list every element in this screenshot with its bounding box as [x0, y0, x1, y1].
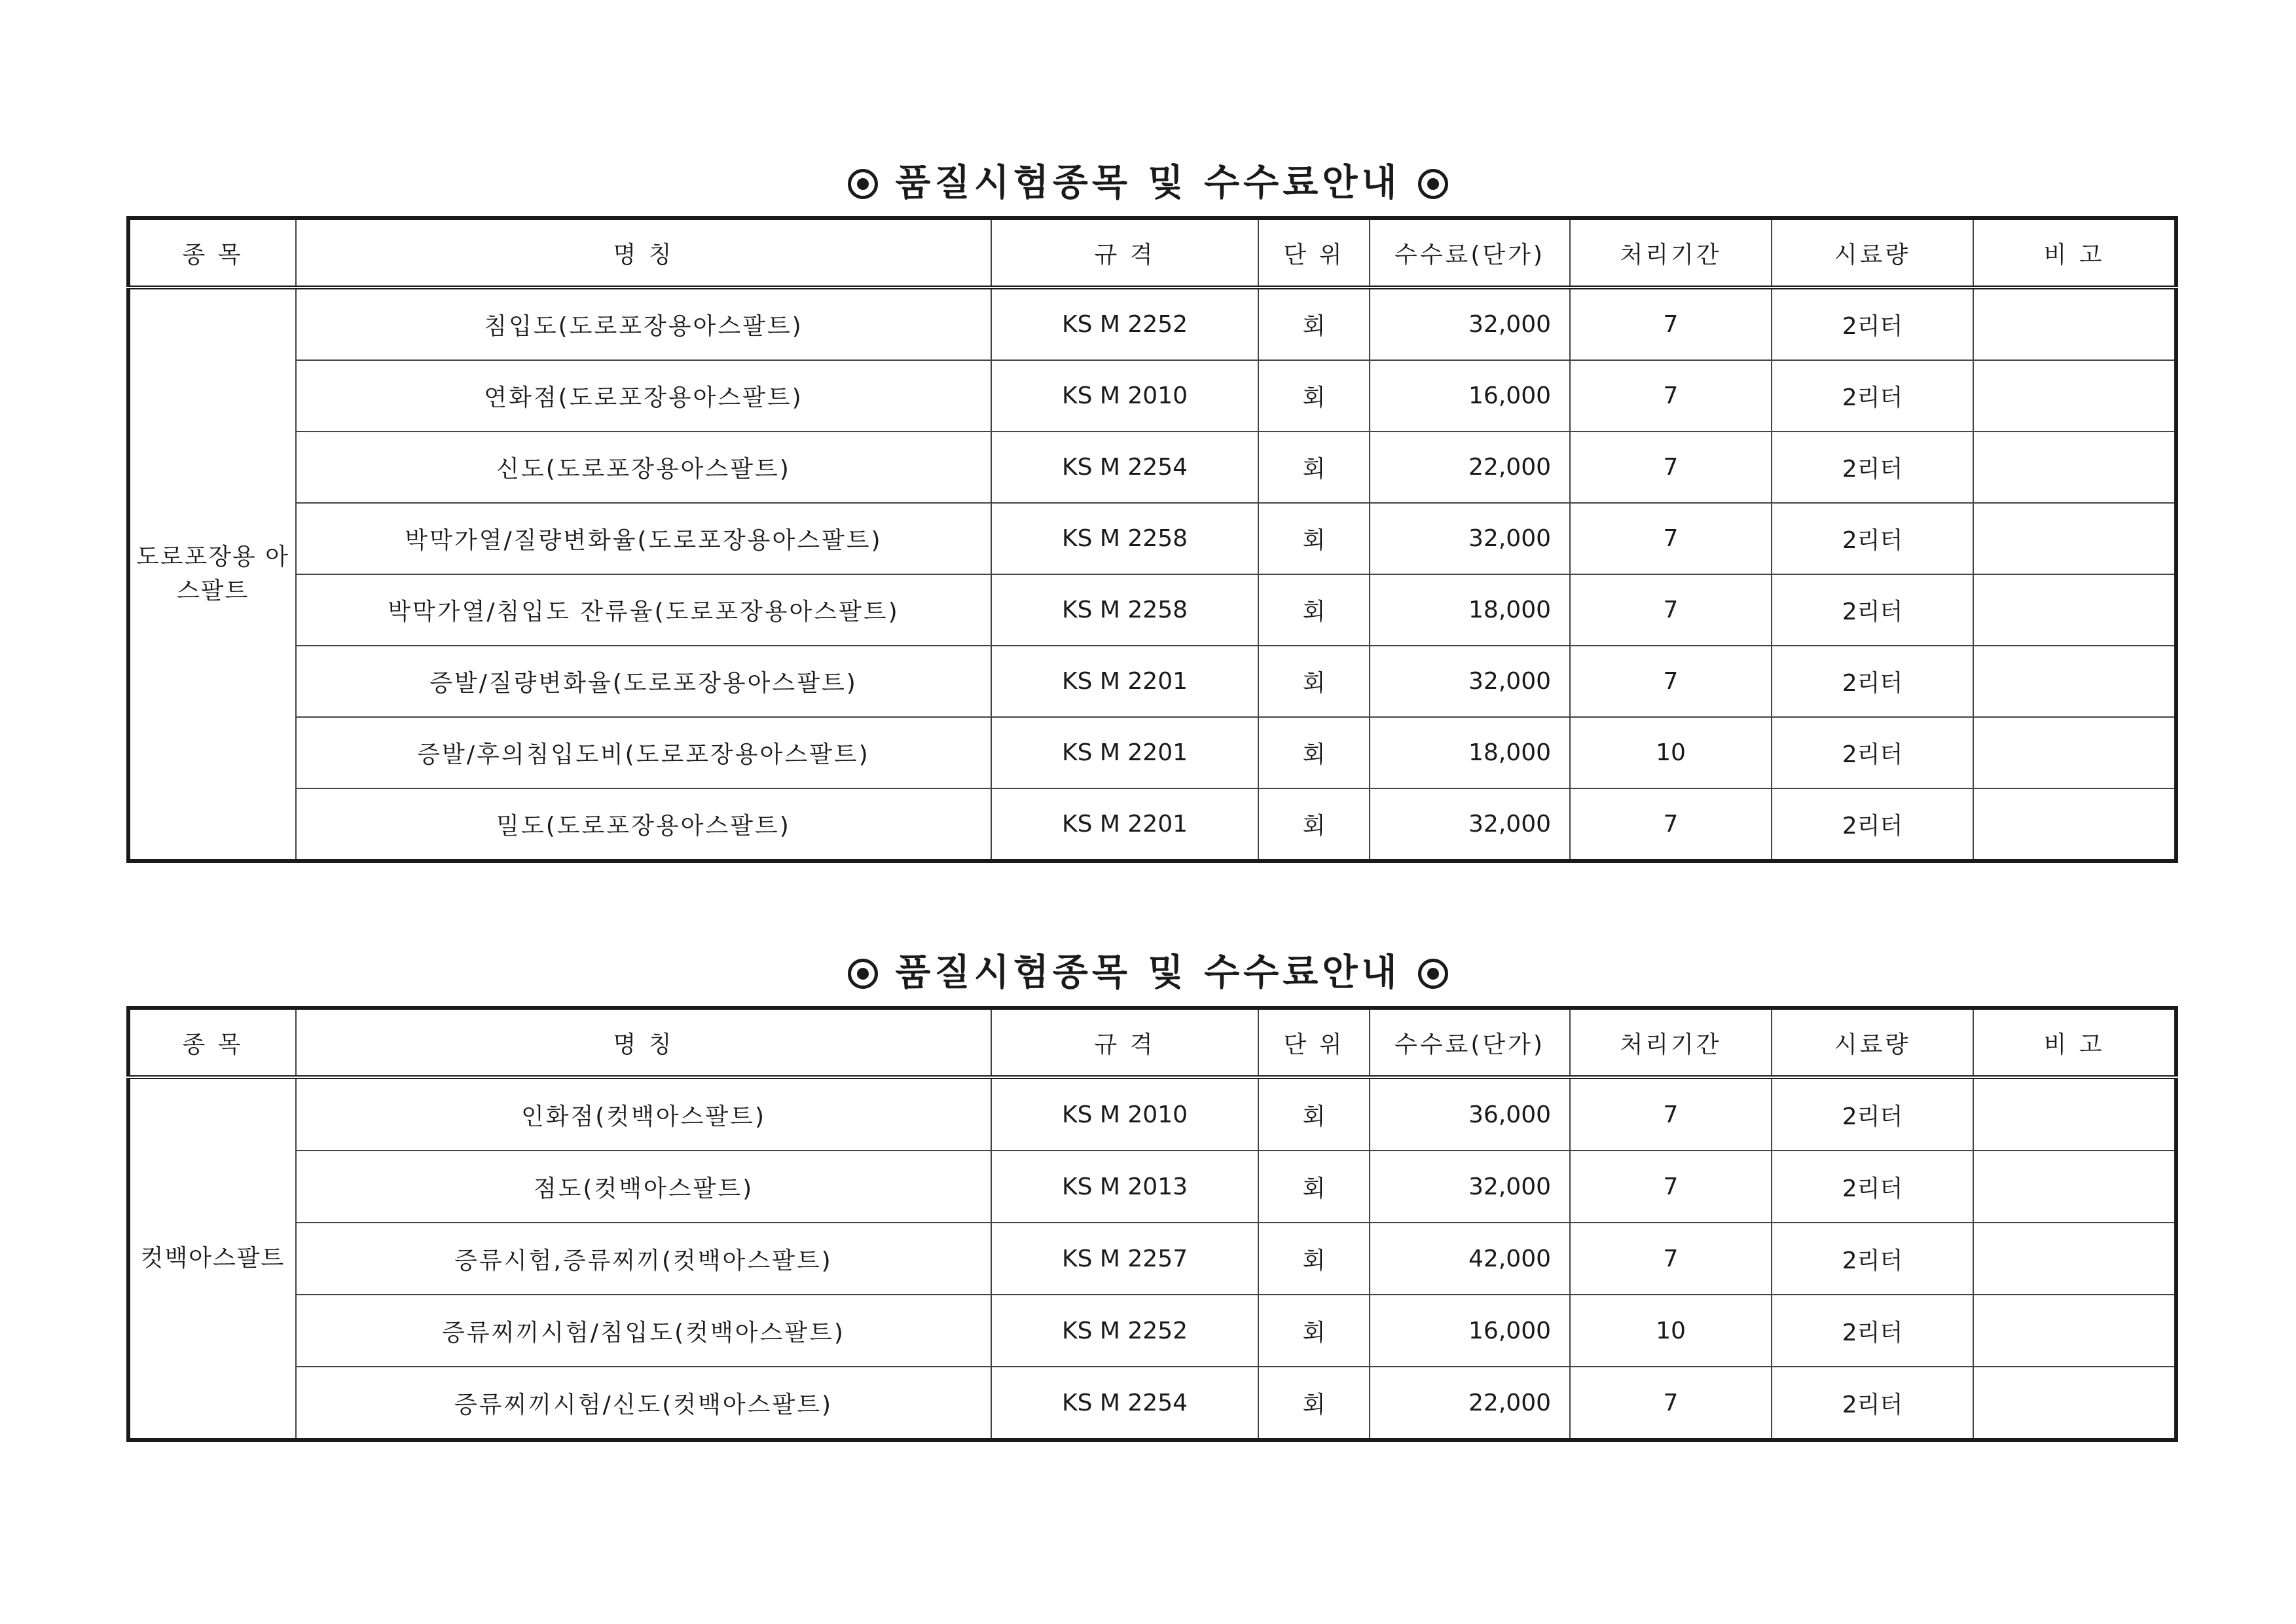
table-row — [128, 717, 2176, 788]
unit-cell: 회 — [1258, 1367, 1370, 1440]
days-cell: 7 — [1570, 360, 1772, 432]
unit-cell: 회 — [1258, 1223, 1370, 1295]
unit-cell: 회 — [1258, 1151, 1370, 1223]
name-cell: 박막가열/침입도 잔류율(도로포장용아스팔트) — [296, 574, 991, 646]
fee-cell: 22,000 — [1370, 1367, 1570, 1440]
spec-cell: KS M 2201 — [991, 717, 1258, 788]
spec-cell: KS M 2252 — [991, 1295, 1258, 1367]
note-cell — [1973, 1077, 2176, 1151]
spec-cell: KS M 2258 — [991, 574, 1258, 646]
header-sample: 시료량 — [1772, 218, 1973, 287]
unit-cell: 회 — [1258, 287, 1370, 360]
note-cell — [1973, 287, 2176, 360]
fee-cell: 36,000 — [1370, 1077, 1570, 1151]
table-row — [128, 646, 2176, 717]
note-cell — [1973, 1223, 2176, 1295]
fee-table-2 — [126, 1006, 2178, 1442]
fee-cell: 22,000 — [1370, 432, 1570, 503]
unit-cell: 회 — [1258, 1295, 1370, 1367]
days-cell: 7 — [1570, 503, 1772, 574]
category-cell: 컷백아스팔트 — [128, 1077, 296, 1440]
name-cell: 증류찌끼시험/침입도(컷백아스팔트) — [296, 1295, 991, 1367]
section-1-title-text: 품질시험종목 및 수수료안내 — [895, 162, 1401, 204]
days-cell: 7 — [1570, 1151, 1772, 1223]
category-cell: 도로포장용 아스팔트 — [128, 287, 296, 861]
note-cell — [1973, 360, 2176, 432]
spec-cell: KS M 2010 — [991, 360, 1258, 432]
unit-cell: 회 — [1258, 1077, 1370, 1151]
days-cell: 7 — [1570, 1367, 1772, 1440]
unit-cell: 회 — [1258, 503, 1370, 574]
days-cell: 7 — [1570, 1077, 1772, 1151]
table-row — [128, 1367, 2176, 1440]
table-row — [128, 1295, 2176, 1367]
spec-cell: KS M 2257 — [991, 1223, 1258, 1295]
table-row — [128, 574, 2176, 646]
header-note: 비 고 — [1973, 1008, 2176, 1077]
note-cell — [1973, 1295, 2176, 1367]
section-2-title — [0, 947, 2296, 999]
header-unit: 단 위 — [1258, 218, 1370, 287]
unit-cell: 회 — [1258, 574, 1370, 646]
table-header-row — [128, 218, 2176, 287]
table-row — [128, 1223, 2176, 1295]
table-row — [128, 287, 2176, 360]
days-cell: 7 — [1570, 788, 1772, 861]
header-note: 비 고 — [1973, 218, 2176, 287]
table-row — [128, 432, 2176, 503]
note-cell — [1973, 788, 2176, 861]
fee-cell: 18,000 — [1370, 717, 1570, 788]
note-cell — [1973, 717, 2176, 788]
header-category: 종 목 — [128, 218, 296, 287]
name-cell: 증류찌끼시험/신도(컷백아스팔트) — [296, 1367, 991, 1440]
days-cell: 7 — [1570, 287, 1772, 360]
unit-cell: 회 — [1258, 432, 1370, 503]
fee-cell: 18,000 — [1370, 574, 1570, 646]
section-1-title — [0, 157, 2296, 210]
name-cell: 연화점(도로포장용아스팔트) — [296, 360, 991, 432]
header-fee: 수수료(단가) — [1370, 218, 1570, 287]
header-unit: 단 위 — [1258, 1008, 1370, 1077]
fee-table-1 — [126, 216, 2178, 863]
sample-cell: 2리터 — [1772, 788, 1973, 861]
header-days: 처리기간 — [1570, 1008, 1772, 1077]
fee-cell: 16,000 — [1370, 360, 1570, 432]
note-cell — [1973, 1367, 2176, 1440]
name-cell: 증류시험,증류찌끼(컷백아스팔트) — [296, 1223, 991, 1295]
sample-cell: 2리터 — [1772, 646, 1973, 717]
table-header-row — [128, 1008, 2176, 1077]
sample-cell: 2리터 — [1772, 287, 1973, 360]
sample-cell: 2리터 — [1772, 717, 1973, 788]
fee-cell: 16,000 — [1370, 1295, 1570, 1367]
header-name: 명 칭 — [296, 218, 991, 287]
note-cell — [1973, 1151, 2176, 1223]
fee-cell: 32,000 — [1370, 287, 1570, 360]
header-sample: 시료량 — [1772, 1008, 1973, 1077]
name-cell: 밀도(도로포장용아스팔트) — [296, 788, 991, 861]
table-row — [128, 788, 2176, 861]
sample-cell: 2리터 — [1772, 503, 1973, 574]
header-days: 처리기간 — [1570, 218, 1772, 287]
name-cell: 박막가열/질량변화율(도로포장용아스팔트) — [296, 503, 991, 574]
name-cell: 침입도(도로포장용아스팔트) — [296, 287, 991, 360]
days-cell: 7 — [1570, 1223, 1772, 1295]
spec-cell: KS M 2254 — [991, 432, 1258, 503]
spec-cell: KS M 2252 — [991, 287, 1258, 360]
spec-cell: KS M 2201 — [991, 646, 1258, 717]
section-2-title-text: 품질시험종목 및 수수료안내 — [895, 951, 1401, 994]
days-cell: 7 — [1570, 574, 1772, 646]
name-cell: 증발/후의침입도비(도로포장용아스팔트) — [296, 717, 991, 788]
note-cell — [1973, 432, 2176, 503]
unit-cell: 회 — [1258, 717, 1370, 788]
sample-cell: 2리터 — [1772, 432, 1973, 503]
bullseye-icon — [1418, 959, 1448, 989]
sample-cell: 2리터 — [1772, 360, 1973, 432]
sample-cell: 2리터 — [1772, 574, 1973, 646]
spec-cell: KS M 2010 — [991, 1077, 1258, 1151]
sample-cell: 2리터 — [1772, 1077, 1973, 1151]
table-row — [128, 1077, 2176, 1151]
header-category: 종 목 — [128, 1008, 296, 1077]
table-row — [128, 503, 2176, 574]
sample-cell: 2리터 — [1772, 1367, 1973, 1440]
unit-cell: 회 — [1258, 788, 1370, 861]
name-cell: 신도(도로포장용아스팔트) — [296, 432, 991, 503]
header-fee: 수수료(단가) — [1370, 1008, 1570, 1077]
note-cell — [1973, 574, 2176, 646]
days-cell: 10 — [1570, 717, 1772, 788]
header-spec: 규 격 — [991, 1008, 1258, 1077]
bullseye-icon — [848, 959, 878, 989]
spec-cell: KS M 2201 — [991, 788, 1258, 861]
spec-cell: KS M 2013 — [991, 1151, 1258, 1223]
unit-cell: 회 — [1258, 646, 1370, 717]
name-cell: 인화점(컷백아스팔트) — [296, 1077, 991, 1151]
spec-cell: KS M 2258 — [991, 503, 1258, 574]
note-cell — [1973, 646, 2176, 717]
sample-cell: 2리터 — [1772, 1151, 1973, 1223]
sample-cell: 2리터 — [1772, 1223, 1973, 1295]
table-row — [128, 360, 2176, 432]
days-cell: 7 — [1570, 432, 1772, 503]
fee-cell: 42,000 — [1370, 1223, 1570, 1295]
note-cell — [1973, 503, 2176, 574]
fee-cell: 32,000 — [1370, 788, 1570, 861]
fee-cell: 32,000 — [1370, 503, 1570, 574]
fee-cell: 32,000 — [1370, 1151, 1570, 1223]
bullseye-icon — [848, 169, 878, 199]
header-name: 명 칭 — [296, 1008, 991, 1077]
name-cell: 점도(컷백아스팔트) — [296, 1151, 991, 1223]
header-spec: 규 격 — [991, 218, 1258, 287]
spec-cell: KS M 2254 — [991, 1367, 1258, 1440]
name-cell: 증발/질량변화율(도로포장용아스팔트) — [296, 646, 991, 717]
fee-cell: 32,000 — [1370, 646, 1570, 717]
days-cell: 10 — [1570, 1295, 1772, 1367]
bullseye-icon — [1418, 169, 1448, 199]
unit-cell: 회 — [1258, 360, 1370, 432]
table-row — [128, 1151, 2176, 1223]
sample-cell: 2리터 — [1772, 1295, 1973, 1367]
days-cell: 7 — [1570, 646, 1772, 717]
